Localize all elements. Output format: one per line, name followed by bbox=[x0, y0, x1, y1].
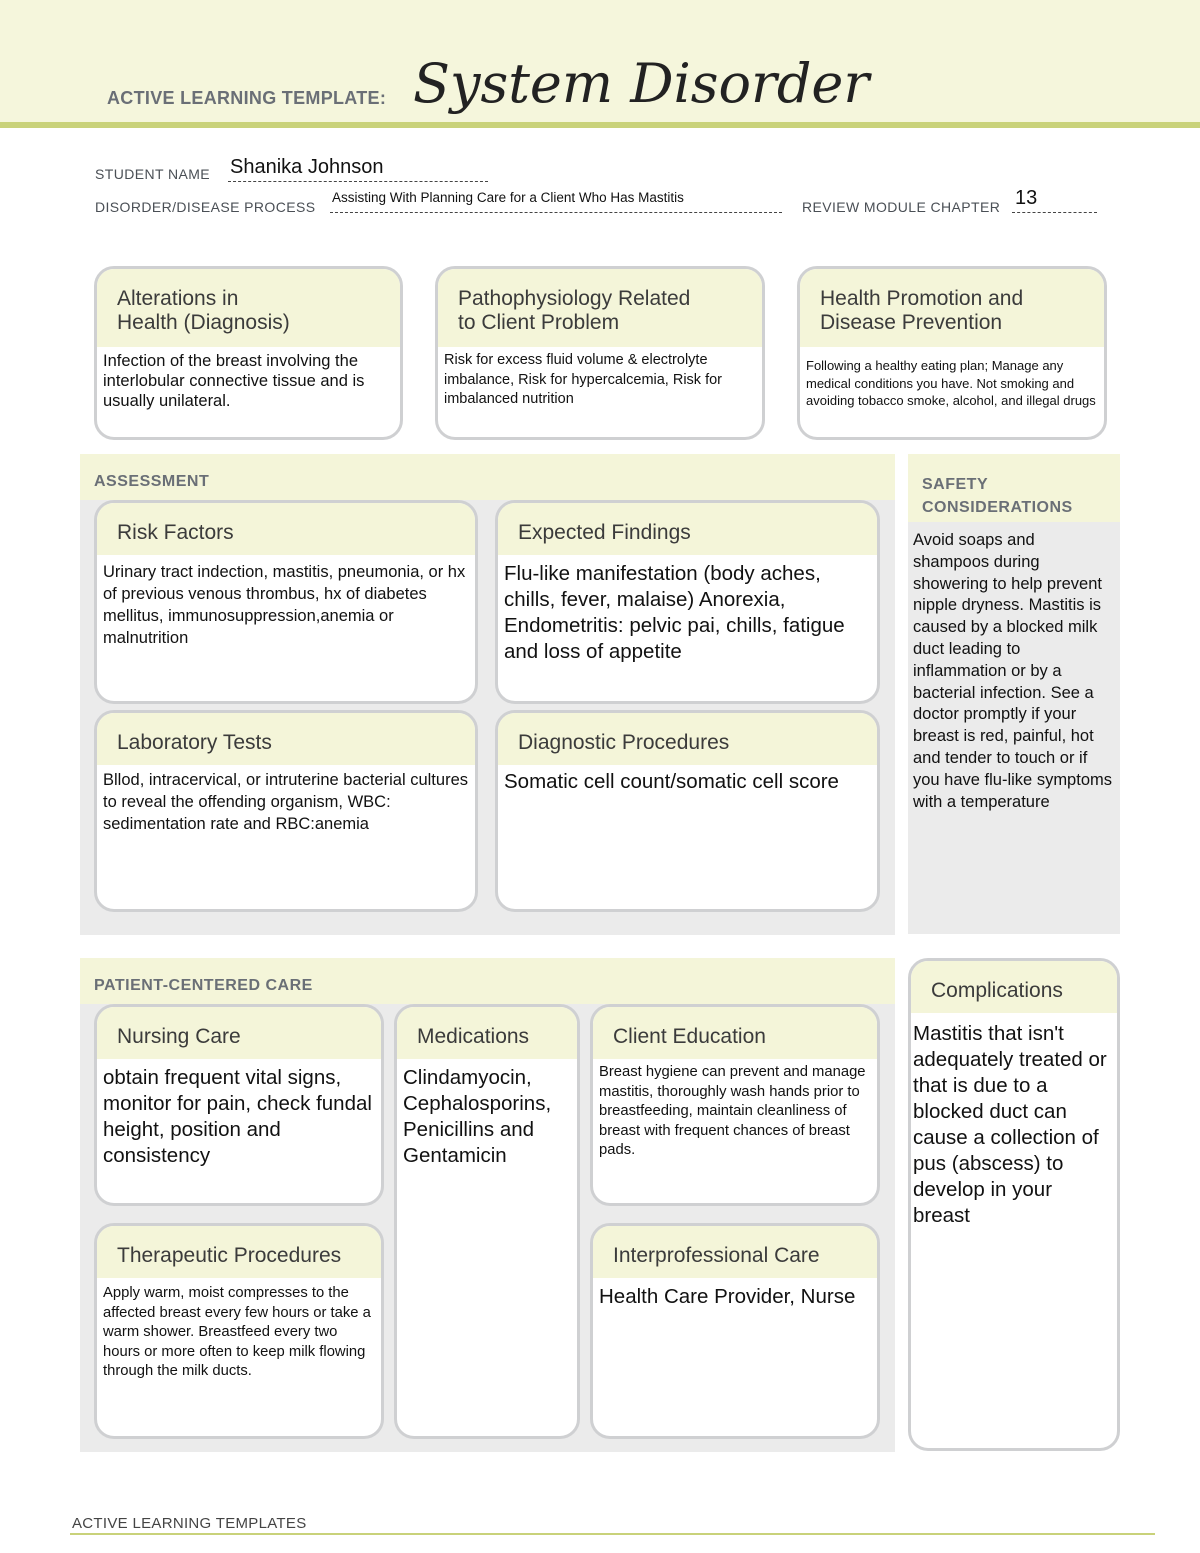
interprofessional-care-card bbox=[590, 1223, 880, 1439]
expected-findings-title: Expected Findings bbox=[498, 503, 877, 555]
disorder-value: Assisting With Planning Care for a Client Who Has Mastitis bbox=[332, 190, 684, 205]
student-name-value: Shanika Johnson bbox=[230, 156, 384, 178]
template-title: System Disorder bbox=[413, 52, 870, 115]
footer-text: ACTIVE LEARNING TEMPLATES bbox=[72, 1515, 307, 1532]
diagnostic-procedures-body: Somatic cell count/somatic cell score bbox=[504, 770, 839, 793]
safety-body: Avoid soaps and shampoos during showering to help prevent nipple dryness. Mastitis is caused by a blocked milk duct leading to inflammation or by a bacterial infection. See a doctor promptly if your breast is red, painful, hot and tender to touch or if you have flu-like symptoms with a temperature bbox=[913, 531, 1112, 811]
therapeutic-procedures-card bbox=[94, 1223, 384, 1439]
disorder-underline bbox=[330, 212, 782, 213]
diagnostic-procedures-title: Diagnostic Procedures bbox=[498, 713, 877, 765]
footer-rule bbox=[70, 1533, 1155, 1535]
therapeutic-procedures-title: Therapeutic Procedures bbox=[97, 1226, 381, 1278]
interprofessional-care-body: Health Care Provider, Nurse bbox=[599, 1285, 856, 1308]
disorder-label: DISORDER/DISEASE PROCESS bbox=[95, 199, 316, 215]
complications-card bbox=[908, 958, 1120, 1451]
risk-factors-body: Urinary tract indection, mastitis, pneumonia, or hx of previous venous thrombus, hx of diabetes mellitus, immunosuppression,anemia or malnutrition bbox=[103, 563, 466, 647]
nursing-care-card bbox=[94, 1004, 384, 1206]
nursing-care-body: obtain frequent vital signs, monitor for pain, check fundal height, position and consistency bbox=[103, 1066, 372, 1167]
medications-title: Medications bbox=[397, 1007, 577, 1059]
assessment-title: ASSESSMENT bbox=[94, 473, 210, 490]
expected-findings-body: Flu-like manifestation (body aches, chills, fever, malaise) Anorexia, Endometritis: pelvic pai, chills, fatigue and loss of appetite bbox=[504, 562, 845, 663]
chapter-label: REVIEW MODULE CHAPTER bbox=[802, 199, 1001, 215]
complications-body: Mastitis that isn't adequately treated or that is due to a blocked duct can cause a collection of pus (abscess) to develop in your breast bbox=[913, 1022, 1107, 1227]
template-label: ACTIVE LEARNING TEMPLATE: bbox=[107, 88, 387, 108]
risk-factors-card bbox=[94, 500, 478, 704]
interprofessional-care-title: Interprofessional Care bbox=[593, 1226, 877, 1278]
medications-card bbox=[394, 1004, 580, 1439]
laboratory-tests-title: Laboratory Tests bbox=[97, 713, 475, 765]
health-promotion-card bbox=[797, 266, 1107, 440]
health-promotion-body: Following a healthy eating plan; Manage any medical conditions you have. Not smoking and avoiding tobacco smoke, alcohol, and illegal drugs bbox=[806, 358, 1096, 408]
chapter-value: 13 bbox=[1015, 187, 1038, 209]
expected-findings-card bbox=[495, 500, 880, 704]
alterations-title: Alterations in Health (Diagnosis) bbox=[97, 269, 400, 347]
header-rule bbox=[0, 122, 1200, 128]
nursing-care-title: Nursing Care bbox=[97, 1007, 381, 1059]
student-name-label: STUDENT NAME bbox=[95, 166, 210, 182]
alterations-card bbox=[94, 266, 403, 440]
health-promotion-title: Health Promotion and Disease Prevention bbox=[800, 269, 1104, 347]
risk-factors-title: Risk Factors bbox=[97, 503, 475, 555]
safety-title: SAFETY CONSIDERATIONS bbox=[922, 476, 1073, 516]
pathophysiology-body: Risk for excess fluid volume & electrolyte imbalance, Risk for hypercalcemia, Risk for imbalanced nutrition bbox=[444, 352, 723, 407]
alterations-body: Infection of the breast involving the interlobular connective tissue and is usually unilateral. bbox=[103, 352, 365, 410]
patient-care-title: PATIENT-CENTERED CARE bbox=[94, 977, 313, 994]
chapter-underline bbox=[1012, 212, 1097, 213]
client-education-title: Client Education bbox=[593, 1007, 877, 1059]
pathophysiology-card bbox=[435, 266, 765, 440]
laboratory-tests-card bbox=[94, 710, 478, 912]
laboratory-tests-body: Bllod, intracervical, or intruterine bacterial cultures to reveal the offending organism, WBC: sedimentation rate and RBC:anemia bbox=[103, 771, 468, 833]
client-education-card bbox=[590, 1004, 880, 1206]
medications-body: Clindamyocin, Cephalosporins, Penicillins and Gentamicin bbox=[403, 1066, 552, 1167]
pathophysiology-title: Pathophysiology Related to Client Problem bbox=[438, 269, 762, 347]
complications-title: Complications bbox=[911, 961, 1117, 1013]
client-education-body: Breast hygiene can prevent and manage mastitis, thoroughly wash hands prior to breastfeeding, maintain cleanliness of breast with frequent chances of breast pads. bbox=[599, 1064, 866, 1158]
therapeutic-procedures-body: Apply warm, moist compresses to the affected breast every few hours or take a warm shower. Breastfeed every two hours or more often to keep milk flowing through the milk ducts. bbox=[103, 1285, 371, 1379]
diagnostic-procedures-card bbox=[495, 710, 880, 912]
student-name-underline bbox=[228, 181, 488, 182]
